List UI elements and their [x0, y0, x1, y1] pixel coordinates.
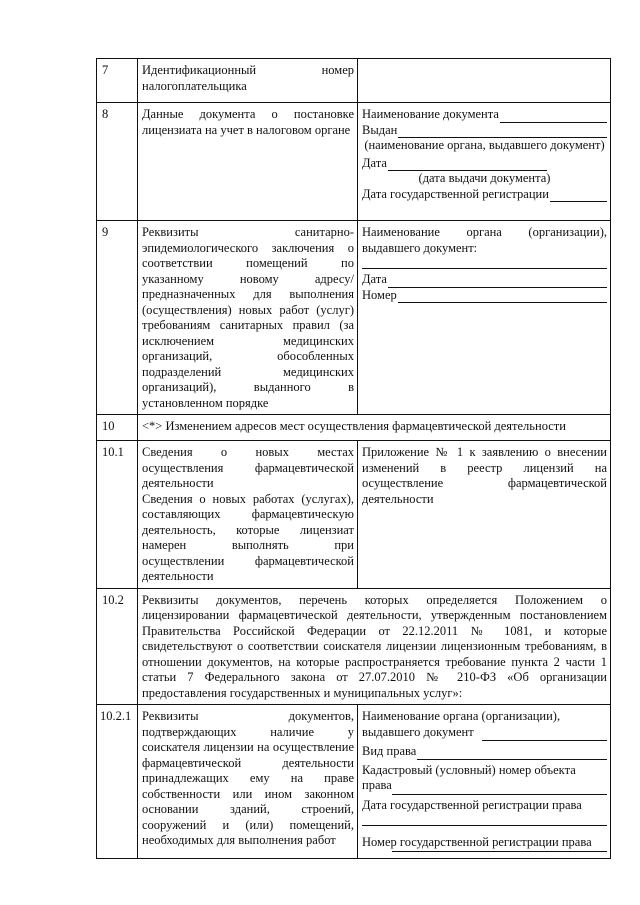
label-part: номер — [321, 63, 354, 77]
field-label: Кадастровый (условный) номер объекта права — [362, 762, 576, 792]
field-label: Дата — [362, 272, 387, 286]
row-number: 8 — [97, 103, 138, 221]
field-label: Номер — [362, 287, 397, 302]
number-field[interactable] — [398, 291, 607, 303]
reg-date-field[interactable] — [550, 190, 607, 202]
org-name-field[interactable] — [482, 728, 607, 741]
row-number: 9 — [97, 221, 138, 415]
field-label: Наименование органа (организации), выдавшего документ — [362, 709, 561, 739]
section-heading: <*> Изменением адресов мест осуществления фармацевтической деятельности — [138, 415, 611, 441]
row-value — [358, 103, 611, 221]
label-part: Сведения о новых местах осуществления фармацевтической деятельности — [142, 445, 354, 490]
row-label: Данные документа о постановке лицензиата на учет в налоговом органе — [138, 103, 358, 221]
row-label — [138, 59, 358, 103]
field-note: (наименование органа, выдавшего документ) — [364, 138, 605, 152]
field-label: Номер государственной регистрации права — [362, 835, 592, 849]
row-number: 10 — [97, 415, 138, 441]
label-part: налогоплательщика — [142, 78, 247, 93]
table-row-8 — [97, 103, 611, 221]
row-number: 10.2.1 — [97, 705, 138, 859]
table-row-10-1 — [97, 441, 611, 589]
org-name-field[interactable] — [362, 256, 607, 269]
date-field[interactable] — [388, 276, 607, 288]
issued-by-field[interactable] — [398, 126, 607, 138]
right-type-field[interactable] — [417, 748, 607, 760]
field-label: Вид права — [362, 744, 417, 758]
table-row-10-2-1 — [97, 705, 611, 859]
reg-date-field[interactable] — [362, 813, 607, 826]
field-label: Наименование документа — [362, 107, 499, 121]
row-value — [358, 221, 611, 415]
row-label: Реквизиты санитарно-эпидемиологического заключения о соответствии помещений по указанному новому адресу/ предназначенных для выполнения (осуществления) новых работ (услуг) требованиям санитарных правил (за исключением медицинских организаций, обособленных подразделений медицинских организаций), выданного в установленном порядке — [138, 221, 358, 415]
field-label: Дата государственной регистрации — [362, 186, 549, 201]
field-label: Наименование органа (организации), выдавшего документ: — [362, 225, 607, 255]
doc-name-field[interactable] — [500, 111, 607, 123]
row-label — [138, 441, 358, 589]
form-table — [96, 58, 611, 859]
table-row-10 — [97, 415, 611, 441]
row-label: Реквизиты документов, подтверждающих наличие у соискателя лицензии на осуществление фармацевтической деятельности принадлежащих ему на праве собственности или ином законном основании зданий, строений, сооружений и (или) помещений, необходимых для выполнения работ — [138, 705, 358, 859]
field-label: Дата — [362, 155, 387, 170]
label-part: Идентификационный — [142, 63, 257, 77]
table-row-7 — [97, 59, 611, 103]
row-number: 7 — [97, 59, 138, 103]
table-row-10-2 — [97, 588, 611, 705]
row-number: 10.2 — [97, 588, 138, 705]
row-value — [358, 705, 611, 859]
row-value: Приложение № 1 к заявлению о внесении изменений в реестр лицензий на осуществление фармацевтической деятельности — [358, 441, 611, 589]
table-row-9 — [97, 221, 611, 415]
date-field[interactable] — [388, 159, 547, 171]
row-number: 10.1 — [97, 441, 138, 589]
label-part: Сведения о новых работах (услугах), составляющих фармацевтическую деятельность, которые лицензиат намерен выполнять при осуществлении фармацевтической деятельности — [142, 491, 354, 583]
field-label: Выдан — [362, 122, 398, 137]
row-value[interactable] — [358, 59, 611, 103]
field-note: (дата выдачи документа) — [418, 171, 551, 185]
cadastral-field[interactable] — [392, 782, 607, 795]
section-text: Реквизиты документов, перечень которых определяется Положением о лицензировании фармацевтической деятельности, утвержденным постановлением Правительства Российской Федерации от 22.12.2011 № 1081, и которые свидетельствуют о соответствии соискателя лицензии лицензионным требованиям, в отношении документов, на которые распространяется требование пункта 2 части 1 статьи 7 Федерального закона от 27.07.2010 № 210-ФЗ «Об организации предоставления государственных и муниципальных услуг»: — [138, 588, 611, 705]
field-label: Дата государственной регистрации права — [362, 797, 582, 812]
